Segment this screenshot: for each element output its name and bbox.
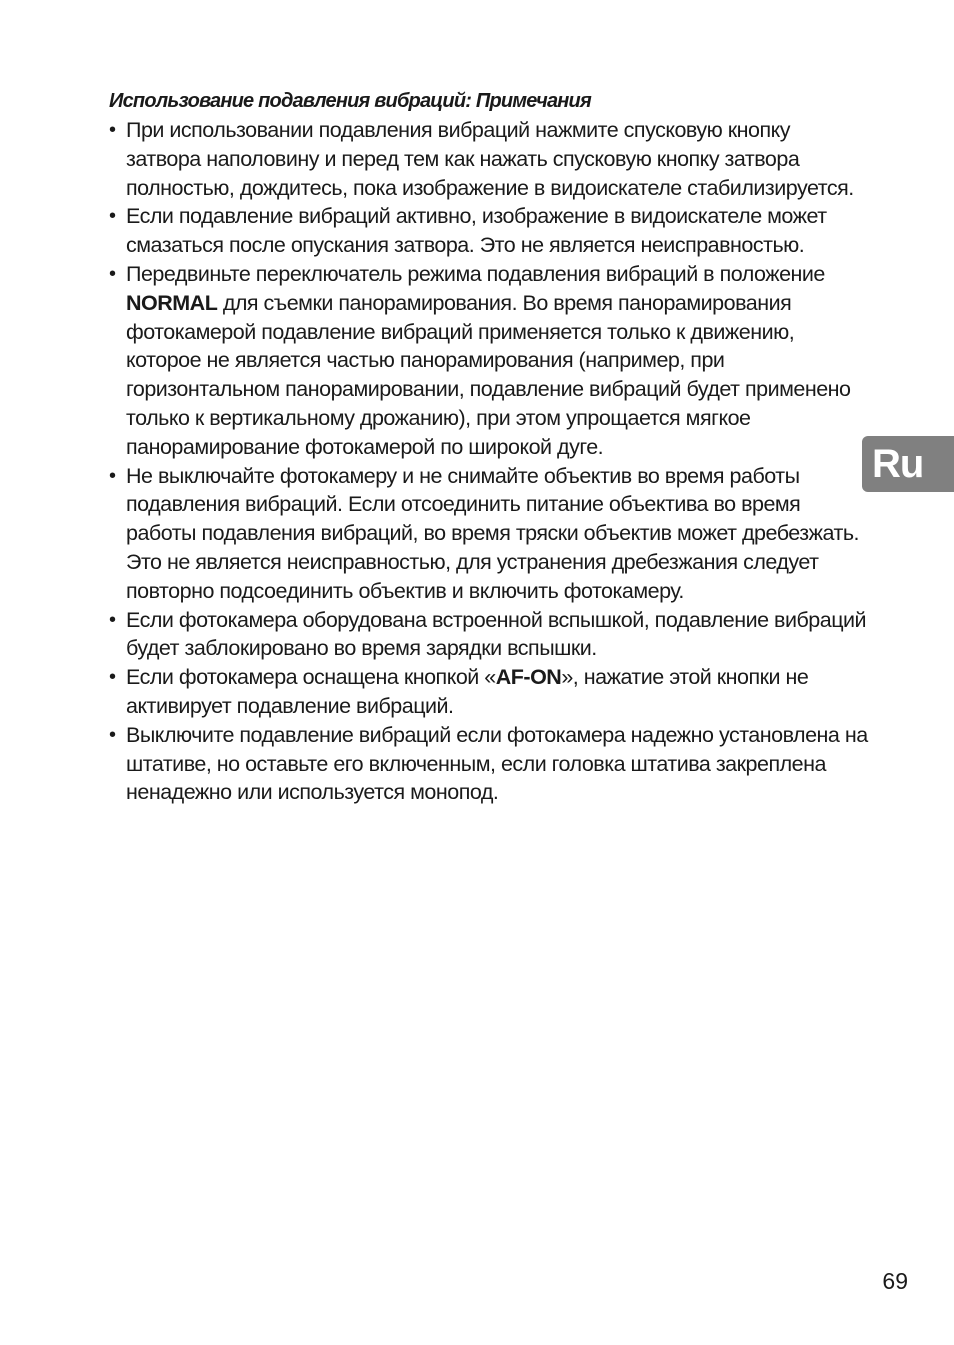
language-tab	[862, 436, 954, 492]
note-item-1	[109, 116, 869, 202]
notes-list	[109, 116, 869, 807]
note-item-7	[109, 721, 869, 807]
note-item-3	[109, 260, 869, 462]
bullet-icon: •	[109, 464, 116, 487]
note-text: При использовании подавления вибраций нажмите спусковую кнопку затвора наполовину и перед тем как нажать спусковую кнопку затвора полностью, дождитесь, пока изображение в видоискателе стабилизируется.	[126, 118, 854, 200]
button-term-af-on: AF-ON	[495, 665, 562, 690]
note-text: Если фотокамера оборудована встроенной вспышкой, подавление вибраций будет заблокировано во время зарядки вспышки.	[126, 607, 867, 661]
note-item-4	[109, 462, 869, 606]
note-text: Выключите подавление вибраций если фотокамера надежно установлена на штативе, но оставьте его включенным, если головка штатива закреплена ненадежно или используется монопод.	[126, 722, 868, 805]
page-heading: Использование подавления вибраций: Примечания	[109, 90, 591, 112]
language-tab-label: Ru	[872, 442, 924, 486]
note-text-end: для съемки панорамирования. Во время панорамирования фотокамерой подавление вибраций применяется только к движению, которое не является частью панорамирования (например, при горизонтальном панорамировании, подавление вибраций будет применено только к вертикальному дрожанию), при этом упрощается мягкое панорамирование фотокамерой по широкой дуге.	[126, 290, 851, 459]
note-item-2	[109, 202, 869, 260]
bullet-icon: •	[109, 205, 116, 228]
bullet-icon: •	[109, 666, 116, 689]
note-text-end: », нажатие этой кнопки не активирует подавление вибраций.	[126, 665, 809, 718]
note-text: Если подавление вибраций активно, изображение в видоискателе может смазаться после опускания затвора. Это не является неисправностью.	[126, 204, 827, 258]
bullet-icon: •	[109, 262, 116, 285]
page-number: 69	[882, 1268, 908, 1294]
bullet-icon: •	[109, 608, 116, 631]
bullet-icon: •	[109, 723, 116, 746]
bullet-icon: •	[109, 119, 116, 141]
note-item-5	[109, 606, 869, 664]
note-text-start: Если фотокамера оснащена кнопкой «	[126, 665, 496, 690]
note-text: Не выключайте фотокамеру и не снимайте объектив во время работы подавления вибраций. Если отсоединить питание объектива во время работы подавления вибраций, во время тряски объектив может дребезжать. Это не является неисправностью, для устранения дребезжания следует повторно подсоединить объектив и включить фотокамеру.	[126, 463, 859, 603]
note-text-start: Передвиньте переключатель режима подавления вибраций в положение	[126, 261, 825, 286]
note-item-6	[109, 663, 869, 721]
mode-term-normal: NORMAL	[126, 290, 218, 315]
